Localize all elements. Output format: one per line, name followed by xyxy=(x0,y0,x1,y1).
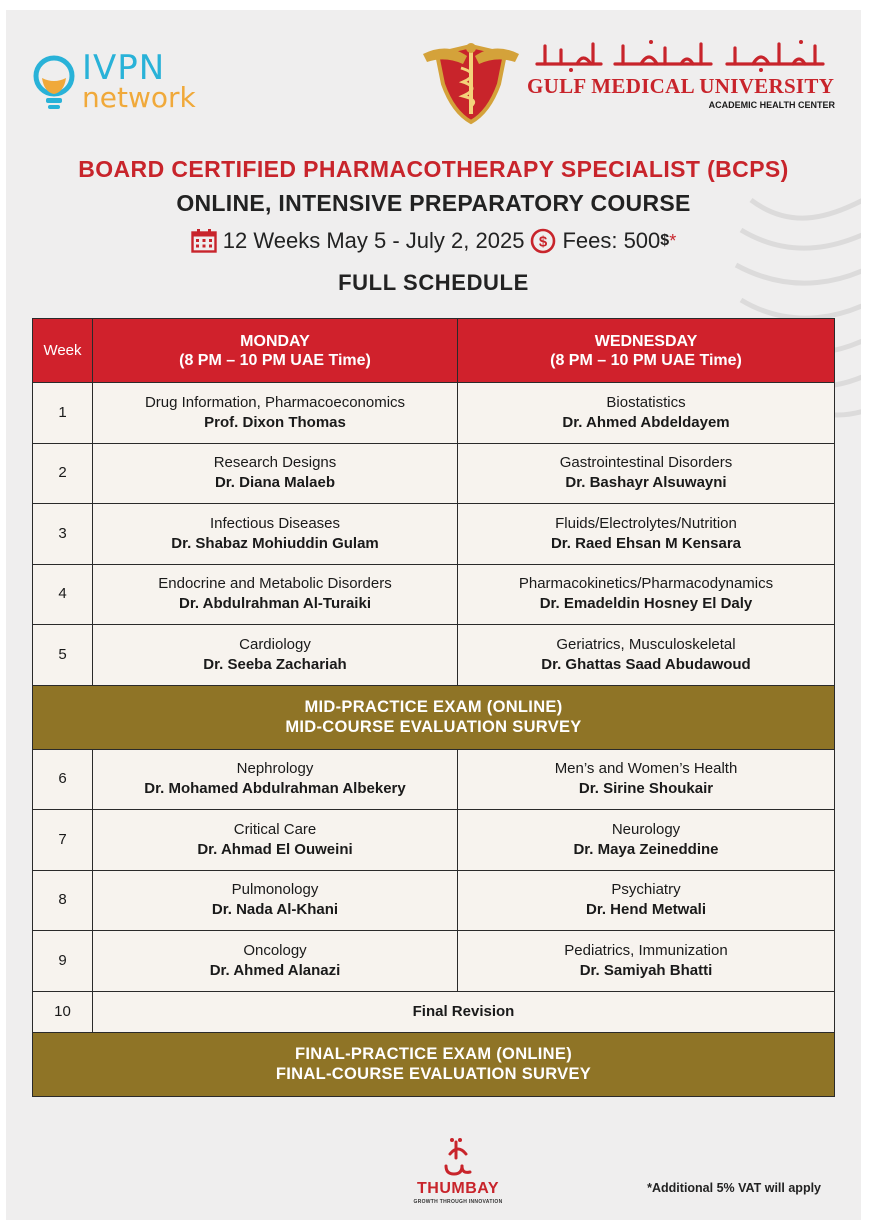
session-instructor: Dr. Ghattas Saad Abudawoud xyxy=(541,655,751,673)
table-header-row xyxy=(33,319,835,383)
wednesday-session xyxy=(458,564,835,625)
table-row xyxy=(33,443,835,504)
header-monday-day: MONDAY xyxy=(240,332,310,350)
header-monday-time: (8 PM – 10 PM UAE Time) xyxy=(179,351,371,369)
session-instructor: Dr. Hend Metwali xyxy=(585,901,707,919)
wednesday-session xyxy=(458,504,835,565)
session-topic: Cardiology xyxy=(239,635,311,653)
mid-exam-line1: MID-PRACTICE EXAM (ONLINE) xyxy=(304,698,563,716)
table-row xyxy=(33,504,835,565)
vat-note: *Additional 5% VAT will apply xyxy=(647,1181,821,1195)
fees-currency: $ xyxy=(660,232,670,249)
monday-session xyxy=(93,625,458,686)
session-instructor: Dr. Diana Malaeb xyxy=(214,474,336,492)
wednesday-session xyxy=(458,383,835,444)
calendar-icon xyxy=(191,229,217,253)
session-topic: Men’s and Women’s Health xyxy=(554,760,738,778)
wednesday-session xyxy=(458,810,835,871)
gmu-subtitle: ACADEMIC HEALTH CENTER xyxy=(708,100,835,110)
session-instructor: Dr. Mohamed Abdulrahman Albekery xyxy=(144,780,406,798)
gmu-name: GULF MEDICAL UNIVERSITY xyxy=(527,74,835,98)
session-instructor: Dr. Raed Ehsan M Kensara xyxy=(550,534,742,552)
session-instructor: Dr. Sirine Shoukair xyxy=(578,780,714,798)
gmu-logo xyxy=(421,34,841,130)
fees-asterisk: * xyxy=(669,230,677,251)
header-monday xyxy=(93,319,458,383)
final-exam-band xyxy=(33,1032,835,1096)
session-topic: Psychiatry xyxy=(611,881,681,899)
gmu-emblem-icon xyxy=(423,34,519,126)
course-dates: 12 Weeks May 5 - July 2, 2025 xyxy=(222,228,525,253)
session-instructor: Dr. Maya Zeineddine xyxy=(573,840,719,858)
ivpn-logo-line2: network xyxy=(82,81,196,114)
week-number: 8 xyxy=(33,870,93,931)
week-number: 3 xyxy=(33,504,93,565)
ivpn-logo-line1: IVPN xyxy=(82,48,166,88)
course-subtitle: ONLINE, INTENSIVE PREPARATORY COURSE xyxy=(176,190,691,216)
session-instructor: Dr. Samiyah Bhatti xyxy=(579,961,713,979)
session-topic: Pediatrics, Immunization xyxy=(564,941,728,959)
session-topic: Nephrology xyxy=(236,760,314,778)
table-row xyxy=(33,383,835,444)
week-number: 6 xyxy=(33,749,93,810)
session-instructor: Dr. Ahmad El Ouweini xyxy=(197,840,353,858)
table-row xyxy=(33,870,835,931)
week-number: 4 xyxy=(33,564,93,625)
thumbay-name: THUMBAY xyxy=(416,1180,500,1197)
wednesday-session xyxy=(458,870,835,931)
final-exam-line2: FINAL-COURSE EVALUATION SURVEY xyxy=(275,1065,592,1083)
header-wednesday-time: (8 PM – 10 PM UAE Time) xyxy=(550,351,742,369)
session-topic: Neurology xyxy=(611,820,681,838)
session-instructor: Dr. Emadeldin Hosney El Daly xyxy=(539,595,753,613)
week-number: 5 xyxy=(33,625,93,686)
header-wednesday xyxy=(458,319,835,383)
header-wednesday-day: WEDNESDAY xyxy=(594,332,698,350)
lightbulb-icon xyxy=(32,54,76,116)
session-topic: Fluids/Electrolytes/Nutrition xyxy=(555,514,737,532)
table-row-final-revision xyxy=(33,991,835,1032)
wednesday-session xyxy=(458,625,835,686)
monday-session xyxy=(93,870,458,931)
ivpn-network-logo xyxy=(32,48,232,128)
week-number: 10 xyxy=(33,991,93,1032)
session-instructor: Prof. Dixon Thomas xyxy=(204,413,346,431)
session-topic: Research Designs xyxy=(213,454,337,472)
session-instructor: Dr. Nada Al-Khani xyxy=(211,901,339,919)
session-topic: Drug Information, Pharmacoeconomics xyxy=(144,393,406,411)
session-topic: Gastrointestinal Disorders xyxy=(559,454,733,472)
table-row xyxy=(33,931,835,992)
monday-session xyxy=(93,504,458,565)
wednesday-session xyxy=(458,443,835,504)
week-number: 7 xyxy=(33,810,93,871)
session-topic: Biostatistics xyxy=(606,393,686,411)
wednesday-session xyxy=(458,749,835,810)
session-instructor: Dr. Shabaz Mohiuddin Gulam xyxy=(171,534,379,552)
session-topic: Endocrine and Metabolic Disorders xyxy=(158,575,392,593)
thumbay-mark-icon xyxy=(440,1136,476,1176)
session-topic: Critical Care xyxy=(233,820,317,838)
final-revision-cell: Final Revision xyxy=(93,991,835,1032)
week-number: 2 xyxy=(33,443,93,504)
header-week: Week xyxy=(33,319,93,383)
monday-session xyxy=(93,749,458,810)
week-number: 9 xyxy=(33,931,93,992)
session-instructor: Dr. Ahmed Abdeldayem xyxy=(562,413,730,431)
table-row xyxy=(33,564,835,625)
mid-exam-line2: MID-COURSE EVALUATION SURVEY xyxy=(285,718,582,736)
mid-exam-cell xyxy=(33,685,835,749)
monday-session xyxy=(93,810,458,871)
session-topic: Pulmonology xyxy=(231,881,319,899)
session-topic: Oncology xyxy=(243,941,307,959)
gmu-arabic-wordmark xyxy=(531,38,831,74)
flyer-page xyxy=(6,10,861,1220)
final-exam-cell xyxy=(33,1032,835,1096)
svg-text:$: $ xyxy=(539,233,548,251)
table-row xyxy=(33,749,835,810)
monday-session xyxy=(93,443,458,504)
session-instructor: Dr. Bashayr Alsuwayni xyxy=(565,474,727,492)
session-topic: Geriatrics, Musculoskeletal xyxy=(556,635,736,653)
thumbay-tagline: GROWTH THROUGH INNOVATION xyxy=(413,1199,503,1205)
table-row xyxy=(33,810,835,871)
monday-session xyxy=(93,383,458,444)
schedule-table xyxy=(32,318,835,1097)
dollar-coin-icon xyxy=(530,228,556,254)
course-dates-fees xyxy=(6,228,861,254)
monday-session xyxy=(93,931,458,992)
session-topic: Pharmacokinetics/Pharmacodynamics xyxy=(518,575,774,593)
session-instructor: Dr. Abdulrahman Al-Turaiki xyxy=(179,595,371,613)
final-exam-line1: FINAL-PRACTICE EXAM (ONLINE) xyxy=(295,1045,572,1063)
session-instructor: Dr. Seeba Zachariah xyxy=(203,655,347,673)
course-title: BOARD CERTIFIED PHARMACOTHERAPY SPECIALIST (BCPS) xyxy=(78,156,789,182)
thumbay-logo xyxy=(388,1136,528,1212)
mid-exam-band xyxy=(33,685,835,749)
wednesday-session xyxy=(458,931,835,992)
week-number: 1 xyxy=(33,383,93,444)
course-fees: Fees: 500 xyxy=(562,228,661,253)
session-topic: Infectious Diseases xyxy=(209,514,341,532)
session-instructor: Dr. Ahmed Alanazi xyxy=(209,961,341,979)
table-row xyxy=(33,625,835,686)
monday-session xyxy=(93,564,458,625)
schedule-heading: FULL SCHEDULE xyxy=(338,270,529,295)
